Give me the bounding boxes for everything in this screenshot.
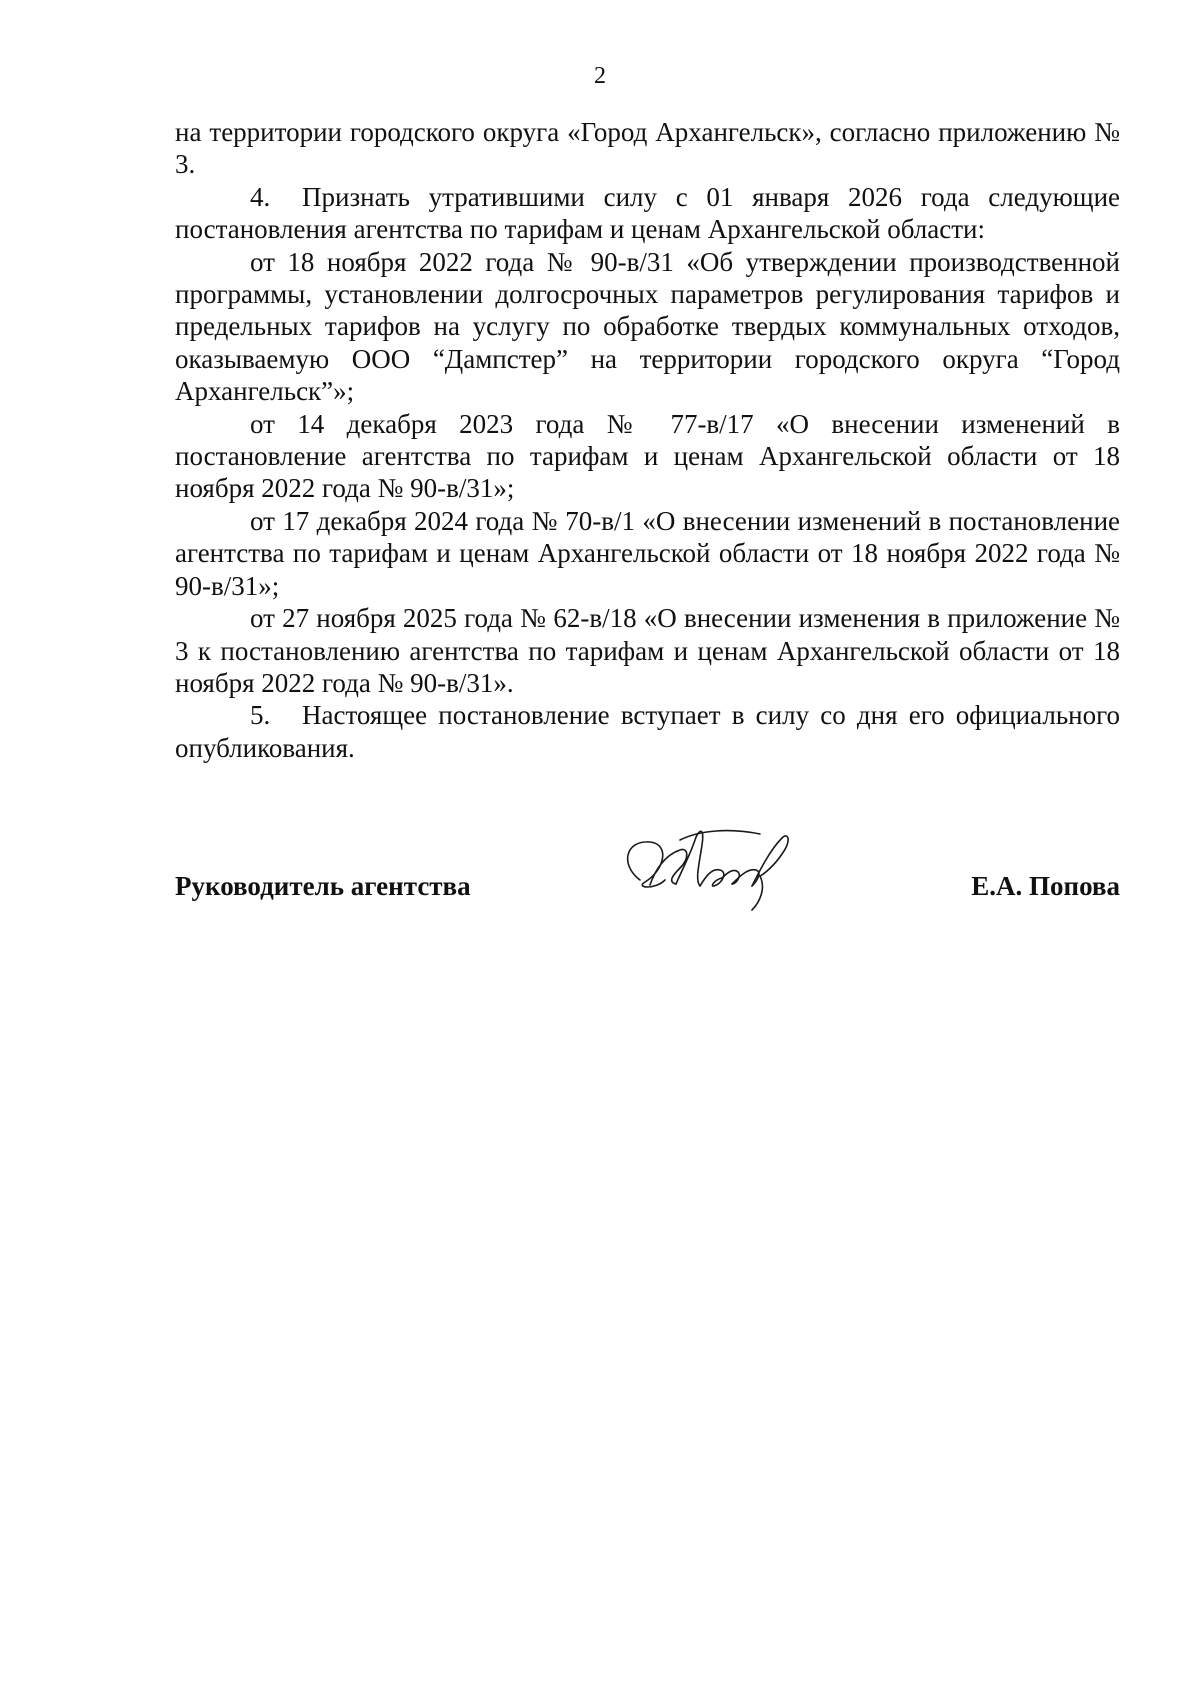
item-4-number: 4.	[250, 181, 271, 212]
page-number: 2	[594, 63, 606, 89]
signature-block	[175, 870, 1120, 910]
repealed-act-1: от 18 ноября 2022 года № 90-в/31 «Об утверждении производственной программы, установлении долгосрочных параметров регулирования тарифов и предельных тарифов на услугу по обработке твердых коммунальных отходов, оказываемую ООО “Дампстер” на территории городского округа “Город Архангельск”»;	[175, 246, 1120, 407]
repealed-act-4: от 27 ноября 2025 года № 62-в/18 «О внесении изменения в приложение № 3 к постановлению агентства по тарифам и ценам Архангельской области от 18 ноября 2022 года № 90-в/31».	[175, 603, 1120, 698]
paragraph-continuation: на территории городского округа «Город Архангельск», согласно приложению № 3.	[175, 117, 1120, 180]
item-5-text: Настоящее постановление вступает в силу со дня его официального опубликования.	[175, 700, 1120, 763]
item-4-text: Признать утратившими силу с 01 января 2026 года следующие постановления агентства по тарифам и ценам Архангельской области:	[175, 181, 1120, 245]
document-body	[175, 116, 1120, 764]
paragraph-item-4	[175, 181, 1120, 246]
repealed-act-3: от 17 декабря 2024 года № 70-в/1 «О внесении изменений в постановление агентства по тарифам и ценам Архангельской области от 18 ноября 2022 года № 90-в/31»;	[175, 505, 1120, 601]
paragraph-item-5	[175, 699, 1120, 764]
signatory-position: Руководитель агентства	[175, 871, 471, 901]
repealed-act-2: от 14 декабря 2023 года № 77-в/17 «О внесении изменений в постановление агентства по тарифам и ценам Архангельской области от 18 ноября 2022 года № 90-в/31»;	[175, 408, 1120, 504]
signatory-name: Е.А. Попова	[971, 871, 1120, 901]
item-5-number: 5.	[250, 700, 271, 731]
